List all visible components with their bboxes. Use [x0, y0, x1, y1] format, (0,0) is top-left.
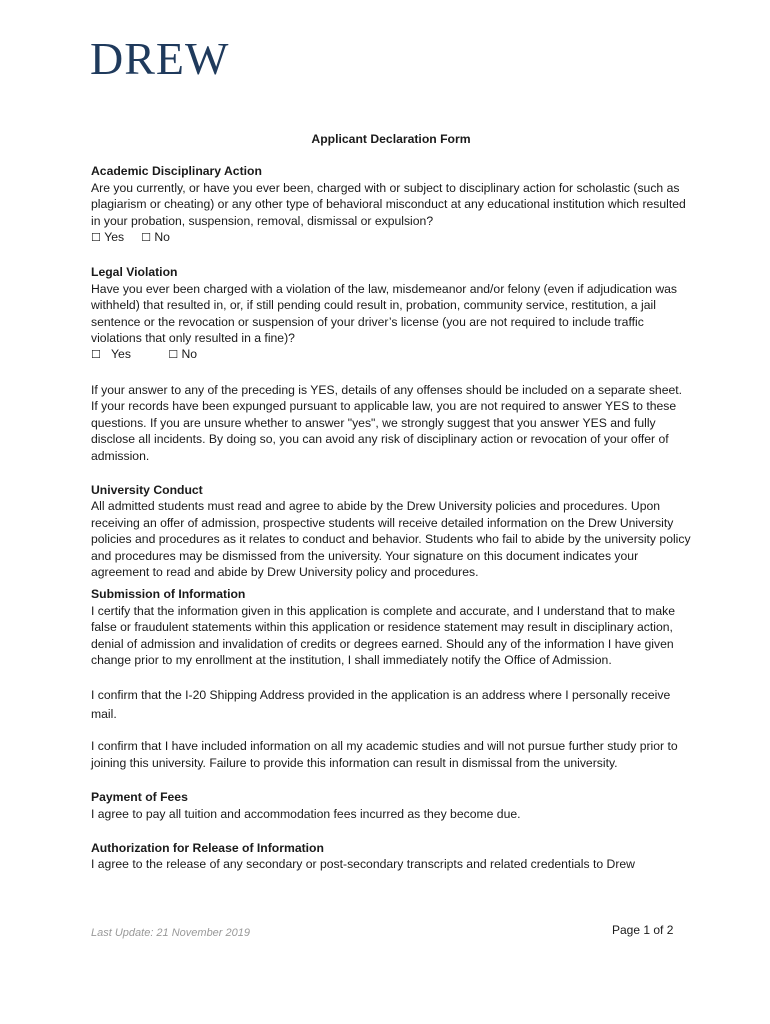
drew-logo: DREW — [90, 33, 230, 84]
legal-heading: Legal Violation — [91, 265, 178, 280]
form-content — [91, 131, 691, 873]
checkbox-icon[interactable]: ☐ — [91, 349, 101, 362]
fees-body: I agree to pay all tuition and accommodation fees incurred as they become due. — [91, 806, 521, 821]
conduct-body: All admitted students must read and agree to abide by the Drew University policies and procedures. Upon receiving an offer of admission, prospective students will receive detailed information on the Drew University policies and procedures as it relates to conduct and behavior. Students who fail to abide by the university policy and procedures may be dismissed from the university. Your signature on this document indicates your agreement to read and abide by Drew University policy and procedures. — [91, 499, 691, 579]
studies-confirmation: I confirm that I have included information on all my academic studies and will not pursue further study prior to joining this university. Failure to provide this information can result in dismissal from the university. — [91, 739, 678, 770]
conduct-heading: University Conduct — [91, 482, 203, 497]
fees-heading: Payment of Fees — [91, 790, 188, 805]
form-title: Applicant Declaration Form — [311, 132, 471, 146]
checkbox-icon[interactable]: ☐ — [168, 349, 179, 362]
academic-answer-options — [91, 229, 691, 246]
academic-heading: Academic Disciplinary Action — [91, 164, 262, 179]
legal-yes-label: Yes — [111, 347, 131, 362]
legal-no-label: No — [181, 347, 198, 362]
academic-yes-label: Yes — [104, 230, 125, 245]
academic-no-option[interactable] — [141, 229, 170, 246]
authorization-body: I agree to the release of any secondary or post-secondary transcripts and related credentials to Drew — [91, 857, 635, 872]
page-indicator: Page 1 of 2 — [612, 923, 674, 937]
authorization-heading: Authorization for Release of Information — [91, 841, 324, 855]
checkbox-icon[interactable]: ☐ — [91, 232, 101, 245]
submission-body: I certify that the information given in this application is complete and accurate, and I understand that to make false or fraudulent statements within this application or residence statement may result in disciplinary action, denial of admission and invalidation of credits or degrees earned. Should any of the information I have given change prior to my enrollment at the institution, I shall immediately notify the Office of Admission. — [91, 603, 675, 667]
checkbox-icon[interactable]: ☐ — [141, 232, 151, 245]
legal-yes-option[interactable] — [91, 346, 131, 363]
academic-no-label: No — [154, 230, 170, 245]
i20-address-confirmation: I confirm that the I-20 Shipping Address provided in the application is an address where I personally receive mail. — [91, 688, 671, 722]
last-update-date: Last Update: 21 November 2019 — [91, 927, 250, 939]
submission-heading: Submission of Information — [91, 587, 246, 602]
academic-question: Are you currently, or have you ever been, charged with or subject to disciplinary action for scholastic (such as plagiarism or cheating) or any other type of behavioral misconduct at any educational institution which resulted in your probation, suspension, removal, dismissal or expulsion? — [91, 180, 686, 228]
preceding-answer-note: If your answer to any of the preceding is YES, details of any offenses should be included on a separate sheet. If your records have been expunged pursuant to applicable law, you are not required to answer YES to these questions. If you are unsure whether to answer "yes", we strongly suggest that you answer YES and fully disclose all incidents. By doing so, you can avoid any risk of disciplinary action or revocation of your offer of admission. — [91, 382, 683, 463]
legal-no-option[interactable] — [168, 346, 197, 363]
academic-yes-option[interactable] — [91, 229, 124, 246]
legal-question: Have you ever been charged with a violation of the law, misdemeanor and/or felony (even if adjudication was withheld) that resulted in, or, if still pending could result in, probation, community service, restitution, a jail sentence or the revocation or suspension of your driver’s license (you are not required to include traffic violations that only resulted in a fine)? — [91, 281, 678, 346]
legal-answer-options — [91, 346, 691, 363]
